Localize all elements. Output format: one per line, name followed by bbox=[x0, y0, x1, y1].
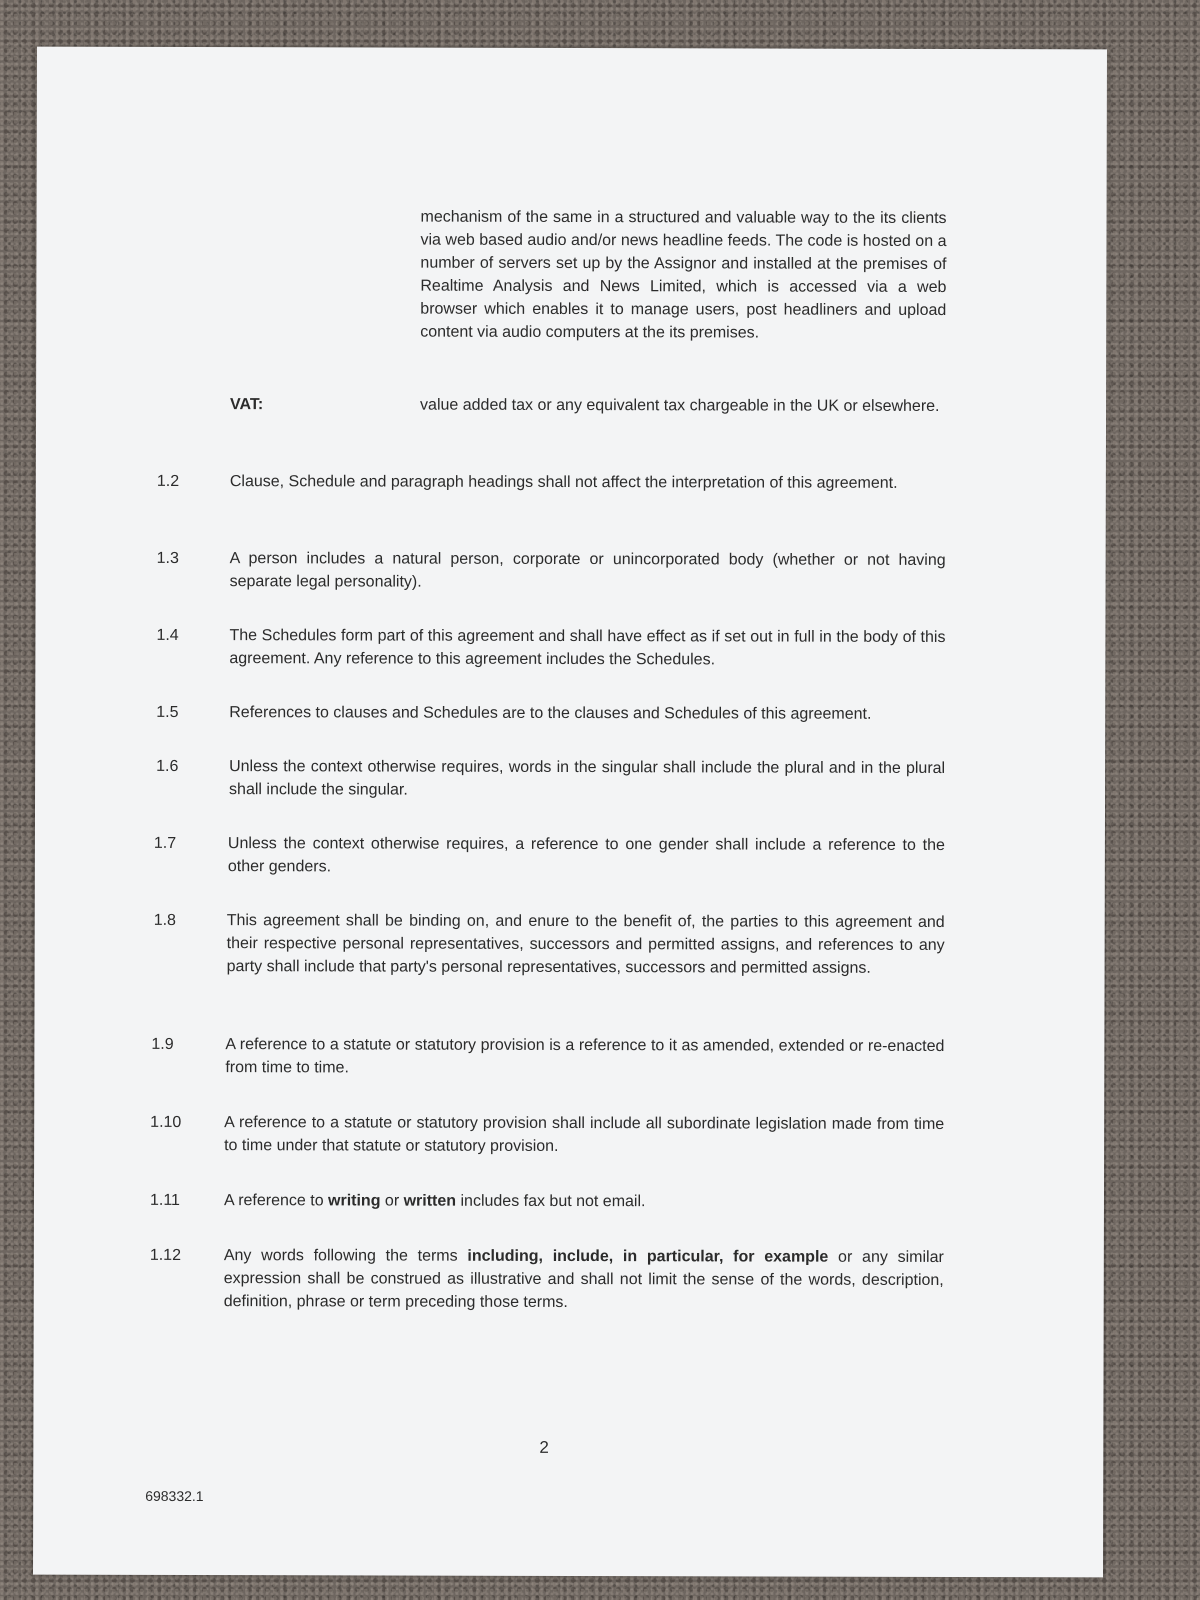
clause-text: Unless the context otherwise requires, words in the singular shall include the plural and in the plural shall include the singular. bbox=[229, 758, 946, 799]
clause-number: 1.11 bbox=[149, 1191, 180, 1209]
clause-text: Unless the context otherwise requires, a reference to one gender shall include a reference to the other genders. bbox=[227, 835, 945, 876]
clause-number: 1.3 bbox=[156, 549, 179, 567]
clause-text-part: A reference to bbox=[223, 1192, 329, 1210]
clause-text: A reference to a statute or statutory provision is a reference to it as amended, extended or re-enacted from time to time. bbox=[225, 1036, 945, 1077]
clause-text-part: includes fax but not email. bbox=[456, 1192, 646, 1211]
clause-text: A person includes a natural person, corporate or unincorporated body (whether or not having separate legal personality). bbox=[229, 550, 946, 591]
clause-text: This agreement shall be binding on, and enure to the benefit of, the parties to this agreement and their respective personal representatives, successors and permitted assigns, and references to any party shall include that party's personal representatives, successors and permitted assigns. bbox=[226, 912, 945, 977]
definition-term-vat: VAT: bbox=[230, 396, 264, 414]
defined-term-written: written bbox=[403, 1192, 457, 1210]
page-number: 2 bbox=[539, 1437, 549, 1457]
clause-text-part: or any similar expression shall be construed as illustrative and shall not limit the sense of the words, description, definition, phrase or term preceding those terms. bbox=[223, 1248, 944, 1311]
clause-text: The Schedules form part of this agreement and shall have effect as if set out in full in the body of this agreement. Any reference to this agreement includes the Schedules. bbox=[229, 627, 946, 669]
defined-terms-including: including, include, in particular, for example bbox=[467, 1247, 829, 1266]
clause-text-part: Any words following the terms bbox=[223, 1247, 468, 1265]
clause-number: 1.8 bbox=[153, 911, 176, 929]
clause-text bbox=[224, 1244, 944, 1315]
clause-number: 1.6 bbox=[156, 757, 179, 775]
clause-number: 1.7 bbox=[153, 834, 177, 852]
document-page bbox=[33, 47, 1107, 1578]
clause-text-part: or bbox=[380, 1192, 404, 1210]
clause-text: Clause, Schedule and paragraph headings shall not affect the interpretation of this agreement. bbox=[229, 473, 898, 492]
defined-term-writing: writing bbox=[328, 1192, 381, 1210]
document-reference: 698332.1 bbox=[145, 1487, 204, 1505]
clause-number: 1.9 bbox=[151, 1035, 174, 1053]
clause-number: 1.5 bbox=[156, 703, 179, 721]
clause-number: 1.10 bbox=[150, 1113, 182, 1131]
clause-number: 1.12 bbox=[149, 1246, 182, 1264]
clause-text: A reference to a statute or statutory provision shall include all subordinate legislation made from time to time under that statute or statutory provision. bbox=[224, 1114, 945, 1155]
definition-text-vat: value added tax or any equivalent tax chargeable in the UK or elsewhere. bbox=[420, 396, 940, 415]
definition-continuation: mechanism of the same in a structured and valuable way to the its clients via web based audio and/or news headline feeds. The code is hosted on a number of servers set up by the Assignor and installed at the premises of Realtime Analysis and News Limited, which is accessed via a web browser which enables it to manage users, post headliners and upload content via audio computers at the its premises. bbox=[420, 208, 947, 342]
clause-text bbox=[224, 1189, 944, 1214]
clause-number: 1.4 bbox=[156, 626, 179, 644]
clause-text: References to clauses and Schedules are to the clauses and Schedules of this agreement. bbox=[229, 704, 872, 723]
clause-number: 1.2 bbox=[156, 472, 180, 490]
